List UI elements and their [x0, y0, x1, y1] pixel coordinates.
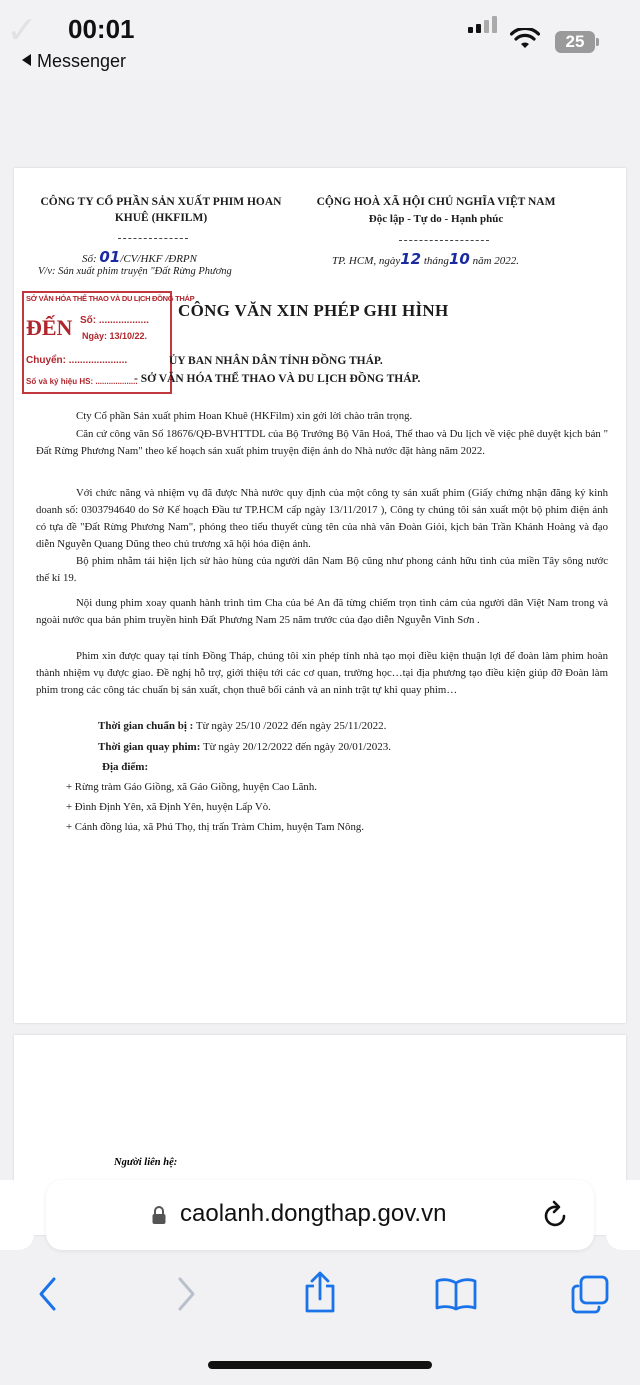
document-page — [14, 168, 626, 1023]
company-name: CÔNG TY CỔ PHẦN SẢN XUẤT PHIM HOAN KHUÊ (HKFILM) — [40, 196, 282, 224]
date-month: 10 — [448, 250, 470, 268]
stamp-file-number: Số và ký hiệu HS: ................... — [26, 377, 138, 386]
stamp-number: Số: .................. — [80, 315, 149, 326]
divider — [399, 240, 489, 241]
tabs-icon[interactable] — [570, 1274, 610, 1314]
so-handwritten: 01 — [99, 248, 121, 266]
date-day: 12 — [400, 250, 422, 268]
status-time: 00:01 — [68, 14, 135, 44]
wifi-icon — [510, 28, 540, 50]
watermark-logo-icon: ✓ — [6, 8, 38, 52]
paragraph-basis: Căn cứ công văn Số 18676/QĐ-BVHTTDL của Bộ Trưởng Bộ Văn Hoá, Thể thao và Du lịch về việc phê duyệt kịch bản " Đất Rừng Phương Nam" theo kế hoạch sản xuất phim truyện điện ảnh do Nhà nước đặt hàng năm 2022. — [36, 428, 608, 457]
home-indicator[interactable] — [208, 1361, 432, 1369]
location-1: + Rừng tràm Gáo Giồng, xã Gáo Giồng, huyện Cao Lãnh. — [66, 781, 317, 793]
book-icon[interactable] — [434, 1276, 478, 1312]
divider — [118, 238, 188, 239]
so-suffix: /CV/HKF /ĐRPN — [120, 253, 197, 265]
date-prefix: TP. HCM, ngày — [332, 255, 401, 267]
stamp-den: ĐẾN — [26, 315, 73, 340]
paragraph-request: Phim xin được quay tại tỉnh Đồng Tháp, chúng tôi xin phép tỉnh nhà tạo mọi điều kiện thuận lợi để đoàn làm phim hoàn thành nhiệm vụ được giao. Đề nghị hỗ trợ, giới thiệu tới các cơ quan, trường học…tại địa phương tạo điều kiện giúp đỡ Đoàn làm phim trong các công tác chuẩn bị sản xuất, chọn thuê bối cảnh và an ninh trật tự khi quay phim… — [36, 650, 608, 696]
lock-icon — [151, 1205, 167, 1225]
document-number — [82, 248, 197, 266]
shoot-time — [98, 741, 391, 753]
battery-indicator: 25 — [555, 31, 595, 53]
date-suffix: năm 2022. — [472, 255, 520, 267]
contact-label: Người liên hệ: — [114, 1157, 178, 1168]
nation-header: CỘNG HOÀ XÃ HỘI CHỦ NGHĨA VIỆT NAM — [316, 196, 556, 208]
paragraph-film-content: Nội dung phim xoay quanh hành trình tìm Cha của bé An đã từng chiếm trọn tình cảm của người dân Việt Nam trong và ngoài nước qua bản phim truyền hình Đất Phương Nam 25 năm trước của đạo diễn Nguyễn Vinh Sơn . — [36, 597, 608, 626]
prep-label: Thời gian chuẩn bị : — [98, 720, 194, 732]
paragraph-greeting: Cty Cổ phần Sản xuất phim Hoan Khuê (HKFilm) xin gởi lời chào trân trọng. — [76, 410, 413, 422]
url-text[interactable]: caolanh.dongthap.gov.vn — [180, 1200, 447, 1227]
back-to-app-link[interactable] — [22, 51, 126, 72]
prep-time — [98, 720, 386, 732]
so-prefix: Số: — [82, 253, 97, 265]
reload-icon[interactable] — [542, 1199, 570, 1229]
location-3: + Cánh đồng lúa, xã Phú Thọ, thị trấn Tràm Chim, huyện Tam Nông. — [66, 821, 364, 833]
stamp-forward: Chuyển: ..................... — [26, 355, 128, 366]
stamp-date: Ngày: 13/10/22. — [82, 331, 148, 341]
location-label: Địa điểm: — [102, 761, 149, 773]
subject-line: V/v: Sản xuất phim truyện "Đất Rừng Phương — [38, 266, 232, 277]
chevron-left-icon[interactable] — [36, 1276, 60, 1312]
date-mid: tháng — [423, 255, 449, 267]
stamp-agency: SỞ VĂN HÓA THỂ THAO VÀ DU LỊCH ĐỒNG THÁP — [26, 294, 195, 303]
next-tab-peek[interactable] — [606, 1180, 640, 1250]
shoot-value: Từ ngày 20/12/2022 đến ngày 20/01/2023. — [202, 741, 392, 753]
chevron-right-icon[interactable] — [174, 1276, 198, 1312]
share-icon[interactable] — [302, 1270, 338, 1314]
status-bar — [0, 0, 640, 80]
recipient-2: - SỞ VĂN HÓA THỂ THAO VÀ DU LỊCH ĐỒNG THÁP. — [134, 373, 421, 385]
prep-value: Từ ngày 25/10 /2022 đến ngày 25/11/2022. — [195, 720, 387, 732]
back-triangle-icon — [22, 54, 31, 66]
recipient-1: ỦY BAN NHÂN DÂN TỈNH ĐỒNG THÁP. — [169, 355, 383, 367]
previous-tab-peek[interactable] — [0, 1180, 34, 1250]
shoot-label: Thời gian quay phim: — [98, 741, 201, 753]
paragraph-company: Với chức năng và nhiệm vụ đã được Nhà nước quy định của một công ty sản xuất phim (Giấy chứng nhận đăng ký kinh doanh số: 0303794640 do Sở Kế hoạch Đầu tư TP.HCM cấp ngày 13/11/2017 ), Công ty chúng tôi sản xuất một bộ phim điện ảnh có tựa đề "Đất Rừng Phương Nam", phóng theo tiểu thuyết cùng tên của nhà văn Đoàn Giỏi, kịch bản Trần Khánh Hoàng và đạo diễn Nguyễn Quang Dũng theo chủ trương xã hội hóa điện ảnh. — [36, 487, 608, 550]
paragraph-film-aim: Bộ phim nhằm tái hiện lịch sử hào hùng của người dân Nam Bộ cũng như phong cảnh hữu tình của miền Tây sông nước thế kỉ 19. — [36, 555, 608, 584]
document-date — [332, 250, 519, 268]
location-2: + Đình Định Yên, xã Định Yên, huyện Lấp Vò. — [66, 801, 271, 813]
motto: Độc lập - Tự do - Hạnh phúc — [368, 213, 504, 225]
document-title: CÔNG VĂN XIN PHÉP GHI HÌNH — [178, 301, 449, 320]
back-app-label: Messenger — [37, 51, 127, 71]
